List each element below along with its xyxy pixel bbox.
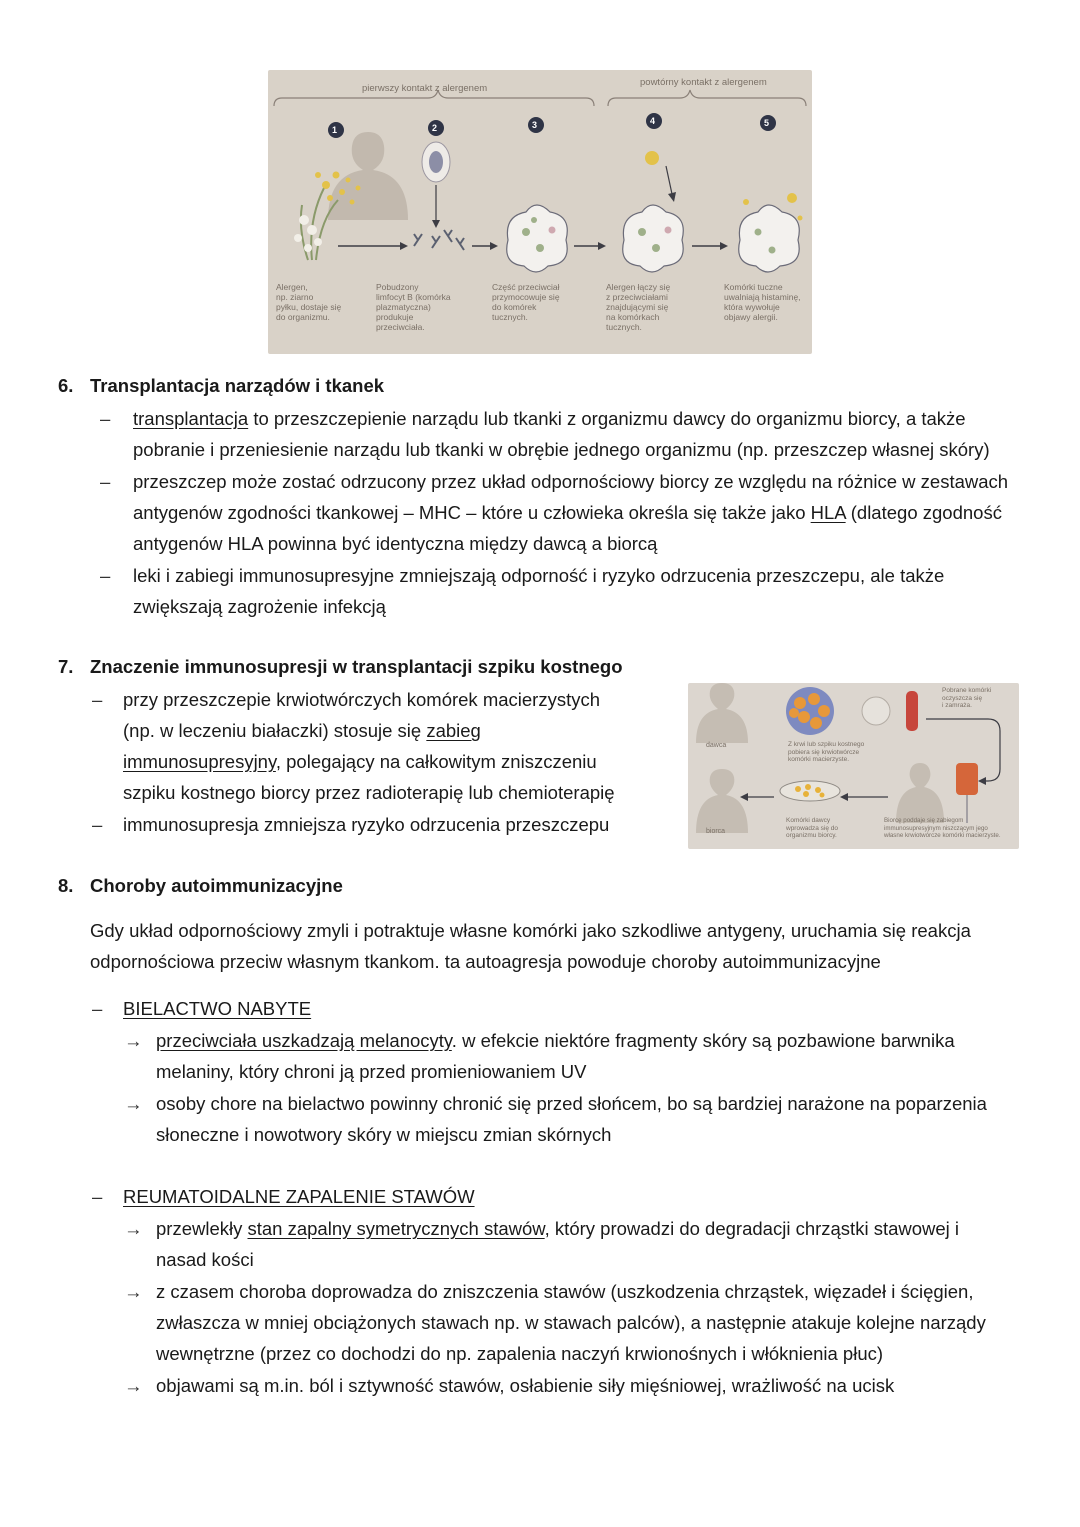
person-silhouette: [328, 132, 408, 220]
recipient-silhouette: [696, 769, 748, 833]
section-6-heading: 6. Transplantacja narządów i tkanek: [58, 375, 385, 396]
caption-center: Z krwi lub szpiku kostnego pobiera się krwiotwórcze komórki macierzyste.: [788, 741, 865, 763]
bullet-dash: –: [92, 998, 103, 1019]
step-number-3: 3: [532, 120, 538, 130]
caption-step-2: Pobudzony limfocyt B (komórka plazmatyczna) produkuje przeciwciała.: [376, 282, 451, 332]
step-number-4: 4: [650, 116, 656, 126]
rzs-point2-line2: zwłaszcza w mniej obciążonych stawach np. w stawach palców), a następnie atakuje kolejne narządy: [156, 1312, 986, 1333]
disease-title-rzs: REUMATOIDALNE ZAPALENIE STAWÓW: [123, 1186, 475, 1207]
caption-bottom-right: Biorcę poddaje się zabiegom immunosupresyjnym niszczącym jego własne krwiotwórcze komórki macierzyste.: [884, 817, 1001, 839]
s8-intro-line1: Gdy układ odpornościowy zmyli i potraktuje własne komórki jako szkodliwe antygeny, uruchamia się reakcja: [90, 920, 971, 941]
mast-cell-5: [739, 193, 803, 272]
caption-step-3: Część przeciwciał przymocowuje się do komórek tucznych.: [492, 282, 560, 322]
bullet-dash: –: [92, 1186, 103, 1207]
white-cell: [862, 697, 890, 725]
bullet-arrow: →: [124, 1030, 143, 1051]
bullet-arrow: →: [124, 1218, 143, 1239]
mast-cell-3: [507, 205, 568, 272]
s6-item2-line2: antygenów zgodności tkankowej – MHC – które u człowieka określa się także jako HLA (dlatego zgodność: [133, 502, 1002, 523]
caption-bottom-center: Komórki dawcy wprowadza się do organizmu biorcy.: [786, 817, 839, 839]
rzs-point2-line1: z czasem choroba doprowadza do zniszczenia stawów (uszkodzenia chrząstek, więzadeł i ścięgien,: [156, 1281, 974, 1302]
rzs-point2-line3: wewnętrzne (przez co dochodzi do np. zapalenia naczyń krwionośnych i włóknienia płuc): [156, 1343, 884, 1364]
rzs-point3: objawami są m.in. ból i sztywność stawów, osłabienie siły mięśniowej, wrażliwość na ucisk: [156, 1375, 895, 1396]
s6-item3-line1: leki i zabiegi immunosupresyjne zmniejszają odporność i ryzyko odrzucenia przeszczepu, ale także: [133, 565, 945, 586]
allergy-figure: [268, 70, 812, 354]
s6-item2-line1: przeszczep może zostać odrzucony przez układ odpornościowy biorcy ze względu na różnice w zestawach: [133, 471, 1009, 492]
s6-item2-line3: antygenów HLA powinna być identyczna między dawcą a biorcą: [133, 533, 658, 554]
bullet-dash: –: [100, 408, 111, 429]
s6-item1-line1: transplantacja to przeszczepienie narządu lub tkanki z organizmu dawcy do organizmu biorcy, a także: [133, 408, 966, 429]
bielactwo-point1-line1: przeciwciała uszkadzają melanocyty. w efekcie niektóre fragmenty skóry są pozbawione barwnika: [156, 1030, 955, 1051]
bullet-arrow: →: [124, 1375, 143, 1396]
bullet-dash: –: [100, 565, 111, 586]
s6-item1-line2: pobranie i przeniesienie narządu lub tkanki w obrębie jednego organizmu (np. przeszczep własnej skóry): [133, 439, 990, 460]
patient-silhouette: [896, 763, 944, 823]
s7-item1-line4: szpiku kostnego biorcy przez radioterapię lub chemioterapię: [123, 782, 615, 803]
rzs-point1-line1: przewlekły stan zapalny symetrycznych stawów, który prowadzi do degradacji chrząstki stawowej i: [156, 1218, 960, 1239]
donor-silhouette: [696, 683, 748, 743]
caption-step-5: Komórki tuczne uwalniają histaminę, która wywołuje objawy alergii.: [724, 282, 801, 322]
iv-bag: [956, 763, 978, 795]
label-dawca: dawca: [706, 742, 727, 749]
antibodies: [414, 230, 464, 250]
blood-tube: [906, 691, 918, 731]
s7-item1-line3: immunosupresyjny, polegający na całkowitym zniszczeniu: [123, 751, 597, 772]
bielactwo-point2-line2: słoneczne i nowotwory skóry w miejscu zmian skórnych: [156, 1124, 612, 1145]
step-number-2: 2: [432, 123, 438, 133]
bone-marrow-figure: [688, 683, 1019, 849]
mast-cell-4: [623, 151, 684, 272]
s7-item2: immunosupresja zmniejsza ryzyko odrzucenia przeszczepu: [123, 814, 610, 835]
bielactwo-point1-line2: melaniny, który chroni ją przed promieniowaniem UV: [156, 1061, 587, 1082]
s6-item3-line2: zwiększają zagrożenie infekcją: [133, 596, 386, 617]
rzs-point1-line2: nasad kości: [156, 1249, 254, 1270]
caption-step-1: Alergen, np. ziarno pyłku, dostaje się do organizmu.: [276, 282, 342, 322]
s7-item1-line1: przy przeszczepie krwiotwórczych komórek macierzystych: [123, 689, 601, 710]
caption-step-4: Alergen łączy się z przeciwciałami znajdującymi się na komórkach tucznych.: [606, 282, 671, 332]
disease-title-bielactwo: BIELACTWO NABYTE: [123, 998, 312, 1019]
step-number-1: 1: [332, 125, 338, 135]
bullet-dash: –: [92, 689, 103, 710]
caption-right-top: Pobrane komórki oczyszcza się i zamraża.: [942, 687, 992, 709]
s8-intro-line2: odpornościowa przeciw własnym tkankom. ta autoagresja powoduje choroby autoimmunizacyjne: [90, 951, 881, 972]
section-7-heading: 7. Znaczenie immunosupresji w transplantacji szpiku kostnego: [58, 656, 623, 677]
brace-label-first: pierwszy kontakt z alergenem: [362, 83, 488, 94]
label-biorca: biorca: [706, 828, 726, 835]
petri-dish: [780, 781, 840, 801]
brace-label-second: powtórny kontakt z alergenem: [640, 77, 767, 88]
bullet-arrow: →: [124, 1281, 143, 1302]
section-8-heading: 8. Choroby autoimmunizacyjne: [58, 875, 343, 896]
brace-second-contact: [608, 90, 806, 106]
s7-item1-line2: (np. w leczeniu białaczki) stosuje się zabieg: [123, 720, 481, 741]
bullet-dash: –: [100, 471, 111, 492]
bielactwo-point2-line1: osoby chore na bielactwo powinny chronić się przed słońcem, bo są bardziej narażone na poparzenia: [156, 1093, 987, 1114]
bullet-arrow: →: [124, 1093, 143, 1114]
step-number-5: 5: [764, 118, 770, 128]
bullet-dash: –: [92, 814, 103, 835]
